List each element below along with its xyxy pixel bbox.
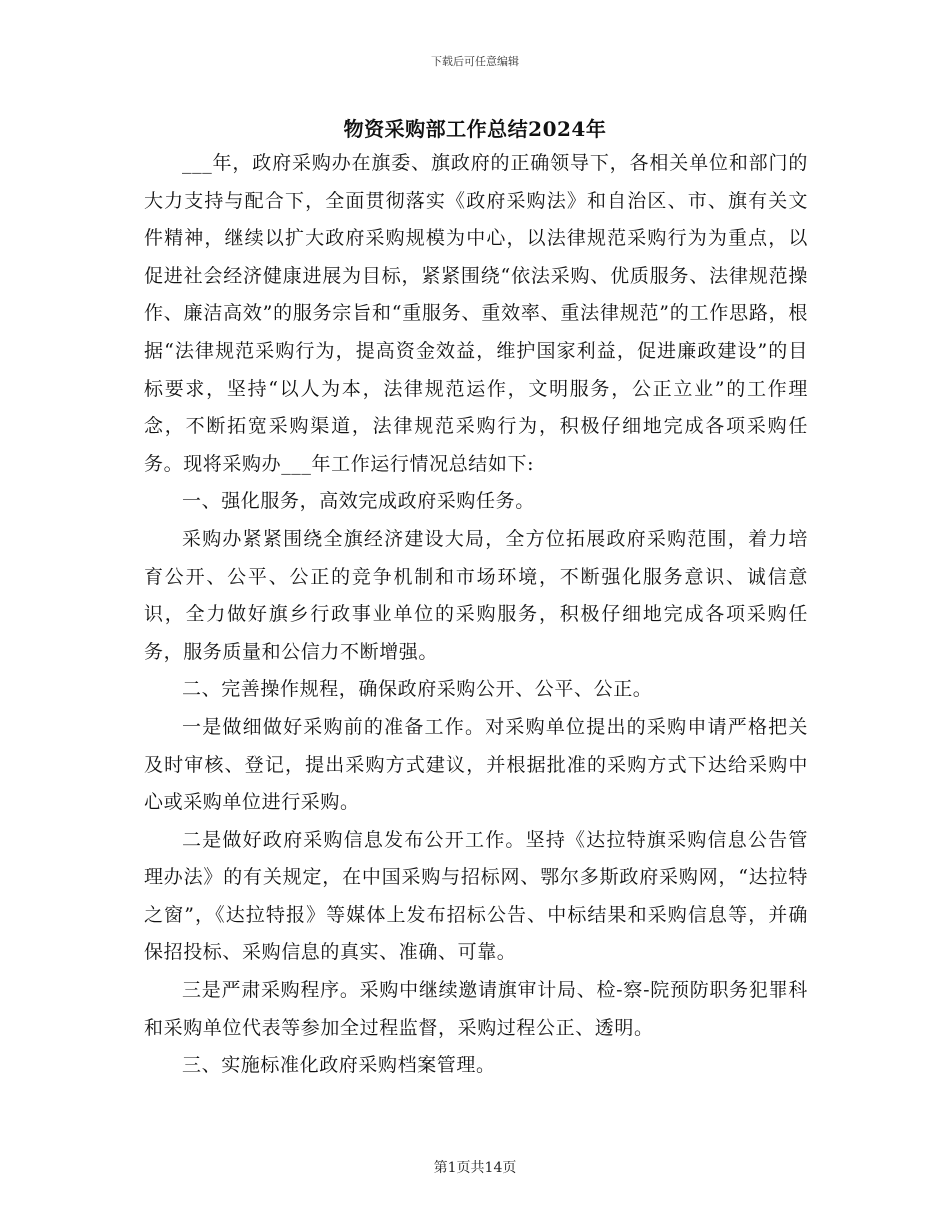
paragraph-section-1: 采购办紧紧围绕全旗经济建设大局，全方位拓展政府采购范围，着力培育公开、公平、公正的竞争机制和市场环境，不断强化服务意识、诚信意识，全力做好旗乡行政事业单位的采购服务，积极仔细地完成各项采购任务，服务质量和公信力不断增强。: [144, 527, 808, 663]
document-body: [144, 145, 808, 1085]
paragraph-point-1: 一是做细做好采购前的准备工作。对采购单位提出的采购申请严格把关及时审核、登记，提出采购方式建议，并根据批准的采购方式下达给采购中心或采购单位进行采购。: [144, 715, 808, 814]
section-heading-1: 一、强化服务，高效完成政府采购任务。: [182, 490, 535, 513]
paragraph-intro: ___年，政府采购办在旗委、旗政府的正确领导下，各相关单位和部门的大力支持与配合下，全面贯彻落实《政府采购法》和自治区、市、旗有关文件精神，继续以扩大政府采购规模为中心，以法律规范采购行为为重点，以促进社会经济健康进展为目标，紧紧围绕“依法采购、优质服务、法律规范操作、廉洁高效”的服务宗旨和“重服务、重效率、重法律规范”的工作思路，根据“法律规范采购行为，提高资金效益，维护国家利益，促进廉政建设”的目标要求，坚持“以人为本，法律规范运作，文明服务，公正立业”的工作理念，不断拓宽采购渠道，法律规范采购行为，积极仔细地完成各项采购任务。现将采购办___年工作运行情况总结如下:: [144, 152, 808, 475]
paragraph-point-2: 二是做好政府采购信息发布公开工作。坚持《达拉特旗采购信息公告管理办法》的有关规定，在中国采购与招标网、鄂尔多斯政府采购网，“达拉特之窗”，《达拉特报》等媒体上发布招标公告、中标结果和采购信息等，并确保招投标、采购信息的真实、准确、可靠。: [144, 828, 808, 964]
header-note: 下载后可任意编辑: [431, 55, 519, 68]
page-number: 第1页共14页: [433, 1160, 517, 1176]
section-heading-2: 二、完善操作规程，确保政府采购公开、公平、公正。: [182, 678, 653, 701]
paragraph-point-3: 三是严肃采购程序。采购中继续邀请旗审计局、检-察-院预防职务犯罪科和采购单位代表等参加全过程监督，采购过程公正、透明。: [144, 979, 808, 1039]
section-heading-3: 三、实施标准化政府采购档案管理。: [182, 1054, 496, 1077]
document-title: 物资采购部工作总结2024年: [343, 117, 607, 141]
